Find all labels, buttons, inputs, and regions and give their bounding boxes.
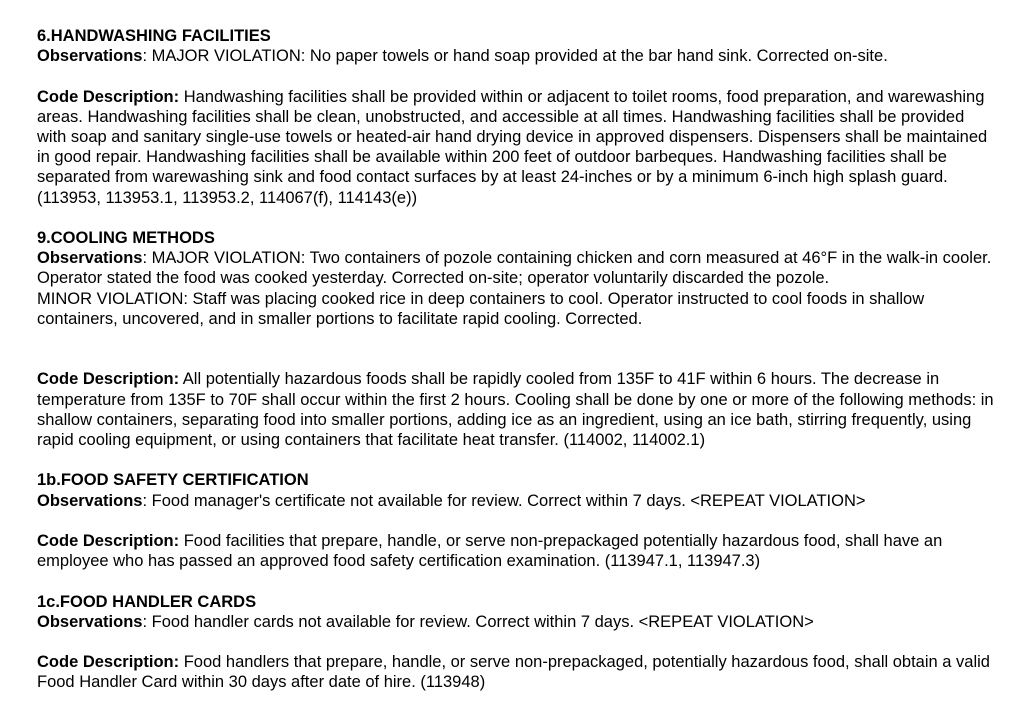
observations-label: Observations: [37, 612, 143, 631]
observations-text: : Food manager's certificate not available for review. Correct within 7 days. <REPEAT VIOLATION>: [142, 491, 866, 510]
observations-extra-paragraph: MINOR VIOLATION: Staff was placing cooked rice in deep containers to cool. Operator instructed to cool foods in shallow containers, uncovered, and in smaller portions to facilitate rapid cooling. Corrected.: [37, 289, 925, 328]
observations-text: : Food handler cards not available for review. Correct within 7 days. <REPEAT VIOLATION>: [142, 612, 814, 631]
violation-section: [37, 470, 997, 571]
code-description-text: Food handlers that prepare, handle, or serve non-prepackaged, potentially hazardous food, shall obtain a valid Food Handler Card within 30 days after date of hire. (113948): [37, 653, 990, 692]
section-title: 1c.FOOD HANDLER CARDS: [37, 592, 257, 611]
code-description-text: Food facilities that prepare, handle, or serve non-prepackaged potentially hazardous food, shall have an employee who has passed an approved food safety certification examination. (113947.1, 113947.3): [37, 532, 943, 571]
code-description-label: Code Description:: [37, 370, 180, 389]
observations-label: Observations: [37, 249, 143, 268]
code-description-text: All potentially hazardous foods shall be rapidly cooled from 135F to 41F within 6 hours. The decrease in temperature from 135F to 70F shall occur within the first 2 hours. Cooling shall be done by one or more of the following methods: in shallow containers, separating food into smaller portions, adding ice as an ingredient, using an ice bath, stirring frequently, using rapid cooling equipment, or using containers that facilitate heat transfer. (114002, 114002.1): [37, 370, 994, 450]
section-title: 9.COOLING METHODS: [37, 229, 215, 247]
violation-section: [37, 228, 997, 450]
code-description-label: Code Description:: [37, 653, 180, 672]
inspection-report: [37, 26, 997, 693]
code-description-label: Code Description:: [37, 532, 180, 550]
observations-paragraph: [37, 612, 997, 632]
code-description-paragraph: [37, 369, 997, 450]
observations-paragraph: [37, 46, 997, 66]
code-description-text: Handwashing facilities shall be provided within or adjacent to toilet rooms, food preparation, and warewashing areas. Handwashing facilities shall be clean, unobstructed, and accessible at all times. Handwashing facilities shall be provided with soap and sanitary single-use towels or heated-air hand drying device in approved dispensers. Dispensers shall be maintained in good repair. Handwashing facilities shall be available within 200 feet of outdoor barbeques. Handwashing facilities shall be separated from warewashing sink and food contact surfaces by at least 24-inches or by a minimum 6-inch high splash guard. (113953, 113953.1, 113953.2, 114067(f), 114143(e)): [37, 87, 988, 207]
observations-text: : MAJOR VIOLATION: Two containers of pozole containing chicken and corn measured at 46°F in the walk-in cooler. Operator stated the food was cooked yesterday. Corrected on-site; operator voluntarily discarded the pozole.: [37, 249, 992, 288]
violation-section: [37, 26, 997, 208]
code-description-label: Code Description:: [37, 87, 180, 106]
section-title: 1b.FOOD SAFETY CERTIFICATION: [37, 471, 309, 490]
observations-paragraph: [37, 491, 997, 511]
observations-paragraph: [37, 248, 997, 288]
code-description-paragraph: [37, 87, 997, 208]
section-title: 6.HANDWASHING FACILITIES: [37, 27, 271, 45]
code-description-paragraph: [37, 531, 997, 571]
code-description-paragraph: [37, 652, 997, 692]
observations-label: Observations: [37, 47, 143, 66]
observations-label: Observations: [37, 491, 143, 510]
observations-text: : MAJOR VIOLATION: No paper towels or hand soap provided at the bar hand sink. Corrected on-site.: [142, 47, 888, 66]
violation-section: [37, 592, 997, 693]
